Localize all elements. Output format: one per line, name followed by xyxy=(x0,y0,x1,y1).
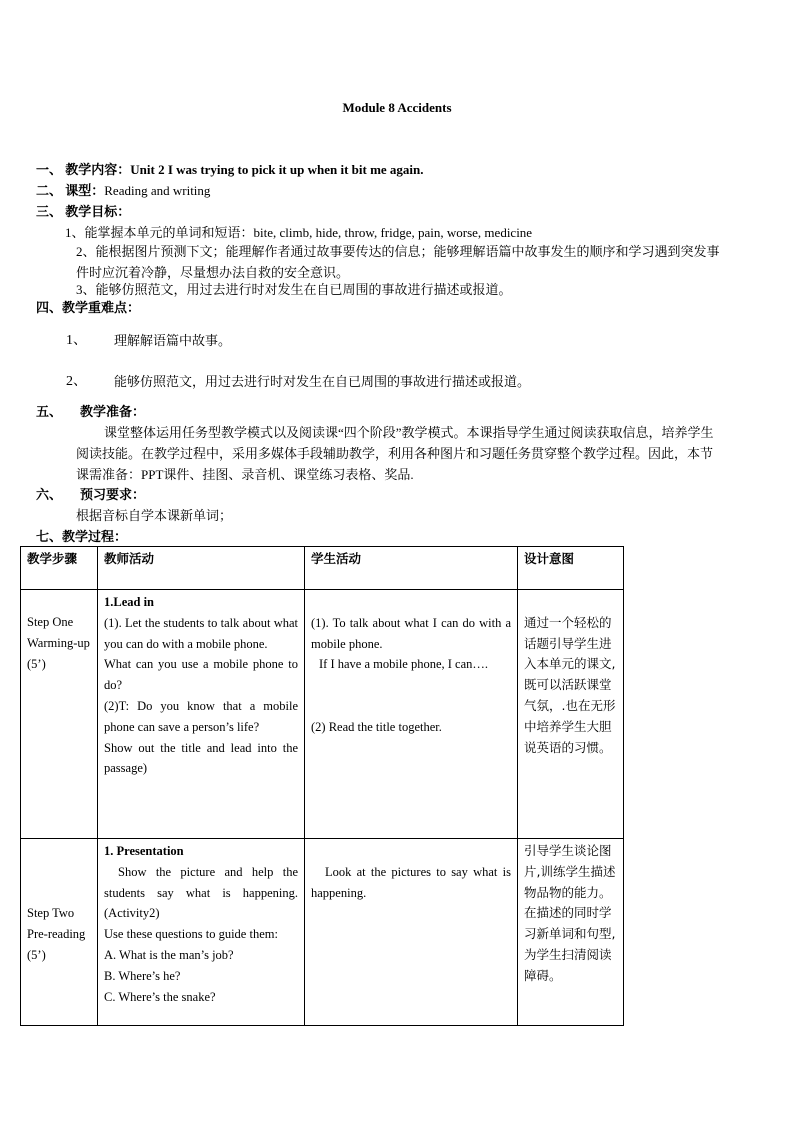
section-5-num: 五、 xyxy=(36,404,63,419)
teacher-cell xyxy=(98,839,305,1026)
section-1 xyxy=(36,160,424,180)
intent-cell xyxy=(518,839,624,1026)
teacher-line: (1). Let the students to talk about what you can do with a mobile phone. xyxy=(104,615,298,651)
header-step: 教学步骤 xyxy=(21,547,98,590)
preparation-paragraph: 课堂整体运用任务型教学模式以及阅读课“四个阶段”教学模式。本课指导学生通过阅读获取信息，培养学生阅读技能。在教学过程中，采用多媒体手段辅助教学，利用各种图片和习题任务贯穿整个教学过程。因此，本节课需准备：PPT课件、挂图、录音机、课堂练习表格、奖品. xyxy=(76,425,714,482)
teacher-line: What can you use a mobile phone to do? xyxy=(104,657,298,693)
section-6-label: 预习要求： xyxy=(80,487,146,502)
section-1-text: Unit 2 I was trying to pick it up when it bit me again. xyxy=(130,162,424,177)
intent-text: 引导学生谈论图片,训练学生描述物品物的能力。在描述的同时学习新单词和句型,为学生扫清阅读障碍。 xyxy=(524,843,616,983)
key-point-1-text: 理解解语篇中故事。 xyxy=(114,333,232,348)
teacher-activity-title: 1. Presentation xyxy=(104,844,184,858)
table-row xyxy=(21,839,624,1026)
section-2 xyxy=(36,181,210,201)
section-4-label: 四、教学重难点： xyxy=(36,300,141,315)
student-line: (2) Read the title together. xyxy=(311,719,442,734)
section-6-num: 六、 xyxy=(36,487,63,502)
section-7-label: 七、教学过程： xyxy=(36,529,128,544)
intent-text: 通过一个轻松的话题引导学生进入本单元的课文,既可以活跃课堂气氛，.也在无形中培养学生大胆说英语的习惯。 xyxy=(524,614,616,755)
teacher-line: C. Where’s the snake? xyxy=(104,989,216,1004)
teacher-line: Show the picture and help the students say what is happening. (Activity2) xyxy=(104,864,298,921)
header-student: 学生活动 xyxy=(305,547,518,590)
goal-3: 3、能够仿照范文，用过去进行时对发生在自已周围的事故进行描述或报道。 xyxy=(76,282,512,297)
section-5-label: 教学准备： xyxy=(80,404,146,419)
teacher-line: Use these questions to guide them: xyxy=(104,927,278,942)
table-row xyxy=(21,590,624,839)
student-cell xyxy=(305,839,518,1026)
teacher-line: A. What is the man’s job? xyxy=(104,947,234,962)
student-line: Look at the pictures to say what is happening. xyxy=(311,864,511,900)
key-point-2-num: 2、 xyxy=(66,374,87,389)
teacher-activity-title: 1.Lead in xyxy=(104,595,155,609)
key-point-1-num: 1、 xyxy=(66,333,87,348)
goal-1: 1、能掌握本单元的单词和短语：bite, climb, hide, throw, fridge, pain, worse, medicine xyxy=(65,225,533,240)
student-cell xyxy=(305,590,518,839)
teacher-line: B. Where’s he? xyxy=(104,968,181,983)
step-cell xyxy=(21,590,98,839)
teacher-line: (2)T: Do you know that a mobile phone can save a person’s life? xyxy=(104,698,298,734)
student-line: (1). To talk about what I can do with a mobile phone. xyxy=(311,615,511,651)
table-header-row xyxy=(21,547,624,590)
step-label: Step Two Pre-reading (5’) xyxy=(27,906,86,962)
student-line: If I have a mobile phone, I can…. xyxy=(319,657,489,672)
key-point-2-text: 能够仿照范文，用过去进行时对发生在自已周围的事故进行描述或报道。 xyxy=(114,374,531,389)
intent-cell xyxy=(518,590,624,839)
teacher-line: Show out the title and lead into the passage) xyxy=(104,740,298,776)
goal-2: 2、能根据图片预测下文；能理解作者通过故事要传达的信息；能够理解语篇中故事发生的顺序和学习遇到突发事件时应沉着冷静，尽量想办法自救的安全意识。 xyxy=(76,244,720,280)
teacher-cell xyxy=(98,590,305,839)
step-label: Step One Warming-up (5’) xyxy=(27,615,90,671)
header-teacher: 教师活动 xyxy=(98,547,305,590)
section-2-text: Reading and writing xyxy=(104,183,211,198)
section-2-label: 二、 课型： xyxy=(36,183,105,198)
section-1-label: 一、 教学内容： xyxy=(36,162,131,177)
section-3-label: 三、 教学目标： xyxy=(36,204,131,219)
header-intent: 设计意图 xyxy=(518,547,624,590)
doc-title: Module 8 Accidents xyxy=(342,100,452,115)
step-cell xyxy=(21,839,98,1026)
preview-text: 根据音标自学本课新单词； xyxy=(76,508,233,523)
teaching-process-table xyxy=(20,546,624,1026)
